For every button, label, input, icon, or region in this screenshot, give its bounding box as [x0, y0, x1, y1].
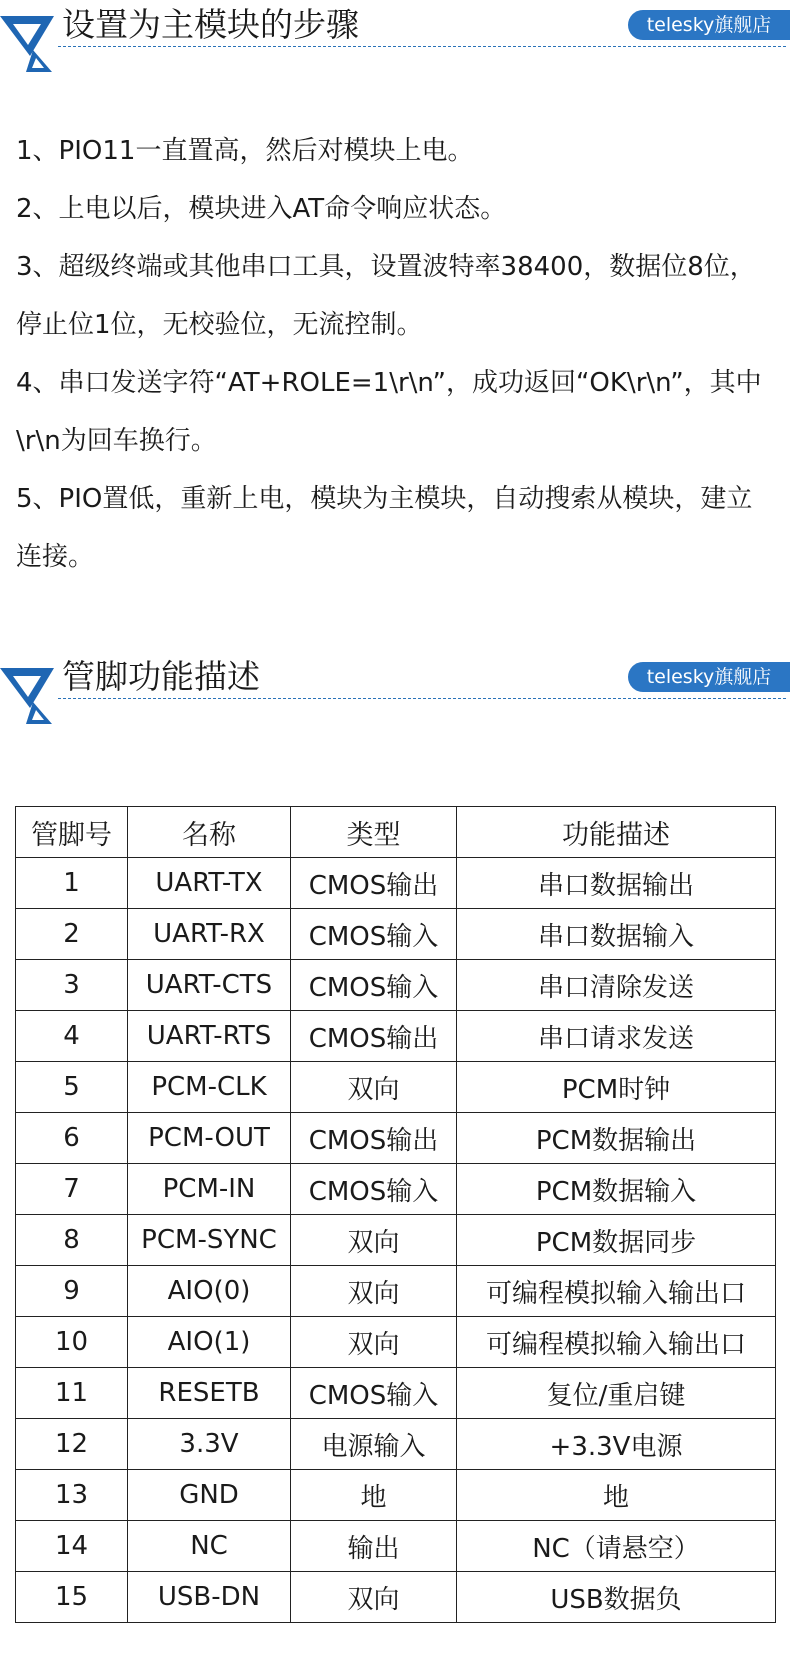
cell-description: 串口请求发送 [457, 1011, 776, 1062]
table-row [16, 1215, 776, 1266]
cell-type: CMOS输出 [291, 858, 457, 909]
cell-name: NC [128, 1521, 291, 1572]
cell-pin-number: 2 [16, 909, 128, 960]
step-item: 1、PIO11一直置高，然后对模块上电。 [16, 136, 474, 166]
cell-description: +3.3V电源 [457, 1419, 776, 1470]
table-header-row [16, 807, 776, 858]
triangle-v-logo-icon [0, 652, 60, 726]
table-row [16, 1470, 776, 1521]
cell-pin-number: 9 [16, 1266, 128, 1317]
cell-pin-number: 8 [16, 1215, 128, 1266]
cell-type: 输出 [291, 1521, 457, 1572]
cell-name: GND [128, 1470, 291, 1521]
cell-name: PCM-OUT [128, 1113, 291, 1164]
cell-description: 串口清除发送 [457, 960, 776, 1011]
triangle-v-logo-icon [0, 0, 60, 74]
header-description: 功能描述 [457, 807, 776, 858]
step-item: 3、超级终端或其他串口工具，设置波特率38400，数据位8位，停止位1位，无校验位，无流控制。 [16, 252, 756, 340]
cell-type: CMOS输出 [291, 1113, 457, 1164]
cell-type: CMOS输入 [291, 960, 457, 1011]
cell-pin-number: 5 [16, 1062, 128, 1113]
table-row [16, 858, 776, 909]
header-type: 类型 [291, 807, 457, 858]
step-item: 5、PIO置低，重新上电，模块为主模块，自动搜索从模块，建立连接。 [16, 484, 753, 572]
cell-type: 双向 [291, 1572, 457, 1623]
step-item: 2、上电以后，模块进入AT命令响应状态。 [16, 194, 507, 224]
cell-name: RESETB [128, 1368, 291, 1419]
cell-description: PCM时钟 [457, 1062, 776, 1113]
table-body [16, 858, 776, 1623]
table-row [16, 1062, 776, 1113]
cell-pin-number: 12 [16, 1419, 128, 1470]
cell-name: UART-CTS [128, 960, 291, 1011]
cell-pin-number: 3 [16, 960, 128, 1011]
store-badge: telesky旗舰店 [628, 10, 790, 40]
cell-type: 地 [291, 1470, 457, 1521]
cell-name: 3.3V [128, 1419, 291, 1470]
cell-pin-number: 1 [16, 858, 128, 909]
cell-name: USB-DN [128, 1572, 291, 1623]
cell-description: 可编程模拟输入输出口 [457, 1266, 776, 1317]
section-title: 管脚功能描述 [62, 657, 260, 696]
section-title: 设置为主模块的步骤 [62, 5, 359, 44]
cell-description: PCM数据同步 [457, 1215, 776, 1266]
cell-pin-number: 14 [16, 1521, 128, 1572]
cell-description: 复位/重启键 [457, 1368, 776, 1419]
store-badge: telesky旗舰店 [628, 662, 790, 692]
cell-pin-number: 4 [16, 1011, 128, 1062]
cell-pin-number: 11 [16, 1368, 128, 1419]
table-row [16, 1266, 776, 1317]
table-row [16, 1521, 776, 1572]
cell-type: 双向 [291, 1215, 457, 1266]
table-row [16, 1164, 776, 1215]
cell-description: 地 [457, 1470, 776, 1521]
dashed-divider [58, 698, 786, 699]
cell-description: 可编程模拟输入输出口 [457, 1317, 776, 1368]
table-row [16, 1317, 776, 1368]
steps-list [16, 122, 776, 586]
cell-type: CMOS输入 [291, 909, 457, 960]
cell-type: 双向 [291, 1266, 457, 1317]
table-row [16, 1419, 776, 1470]
cell-type: CMOS输入 [291, 1368, 457, 1419]
section-header-pins [0, 652, 790, 722]
table-row [16, 1572, 776, 1623]
section-header-steps [0, 0, 790, 70]
cell-description: PCM数据输出 [457, 1113, 776, 1164]
table-row [16, 1113, 776, 1164]
cell-name: AIO(0) [128, 1266, 291, 1317]
table-row [16, 1368, 776, 1419]
cell-name: PCM-SYNC [128, 1215, 291, 1266]
cell-name: UART-RTS [128, 1011, 291, 1062]
cell-name: PCM-IN [128, 1164, 291, 1215]
table-row [16, 1011, 776, 1062]
cell-pin-number: 13 [16, 1470, 128, 1521]
cell-name: UART-RX [128, 909, 291, 960]
cell-name: UART-TX [128, 858, 291, 909]
cell-type: 双向 [291, 1317, 457, 1368]
cell-pin-number: 6 [16, 1113, 128, 1164]
cell-type: 双向 [291, 1062, 457, 1113]
cell-type: CMOS输入 [291, 1164, 457, 1215]
table-row [16, 909, 776, 960]
step-item: 4、串口发送字符“AT+ROLE=1\r\n”，成功返回“OK\r\n”，其中\r\n为回车换行。 [16, 368, 762, 456]
cell-name: PCM-CLK [128, 1062, 291, 1113]
pin-function-table [15, 806, 776, 1623]
cell-description: 串口数据输出 [457, 858, 776, 909]
cell-name: AIO(1) [128, 1317, 291, 1368]
cell-type: 电源输入 [291, 1419, 457, 1470]
table-row [16, 960, 776, 1011]
cell-description: USB数据负 [457, 1572, 776, 1623]
dashed-divider [58, 46, 786, 47]
cell-pin-number: 15 [16, 1572, 128, 1623]
cell-pin-number: 10 [16, 1317, 128, 1368]
header-name: 名称 [128, 807, 291, 858]
cell-pin-number: 7 [16, 1164, 128, 1215]
header-pin-number: 管脚号 [16, 807, 128, 858]
cell-description: 串口数据输入 [457, 909, 776, 960]
cell-type: CMOS输出 [291, 1011, 457, 1062]
cell-description: NC（请悬空） [457, 1521, 776, 1572]
cell-description: PCM数据输入 [457, 1164, 776, 1215]
